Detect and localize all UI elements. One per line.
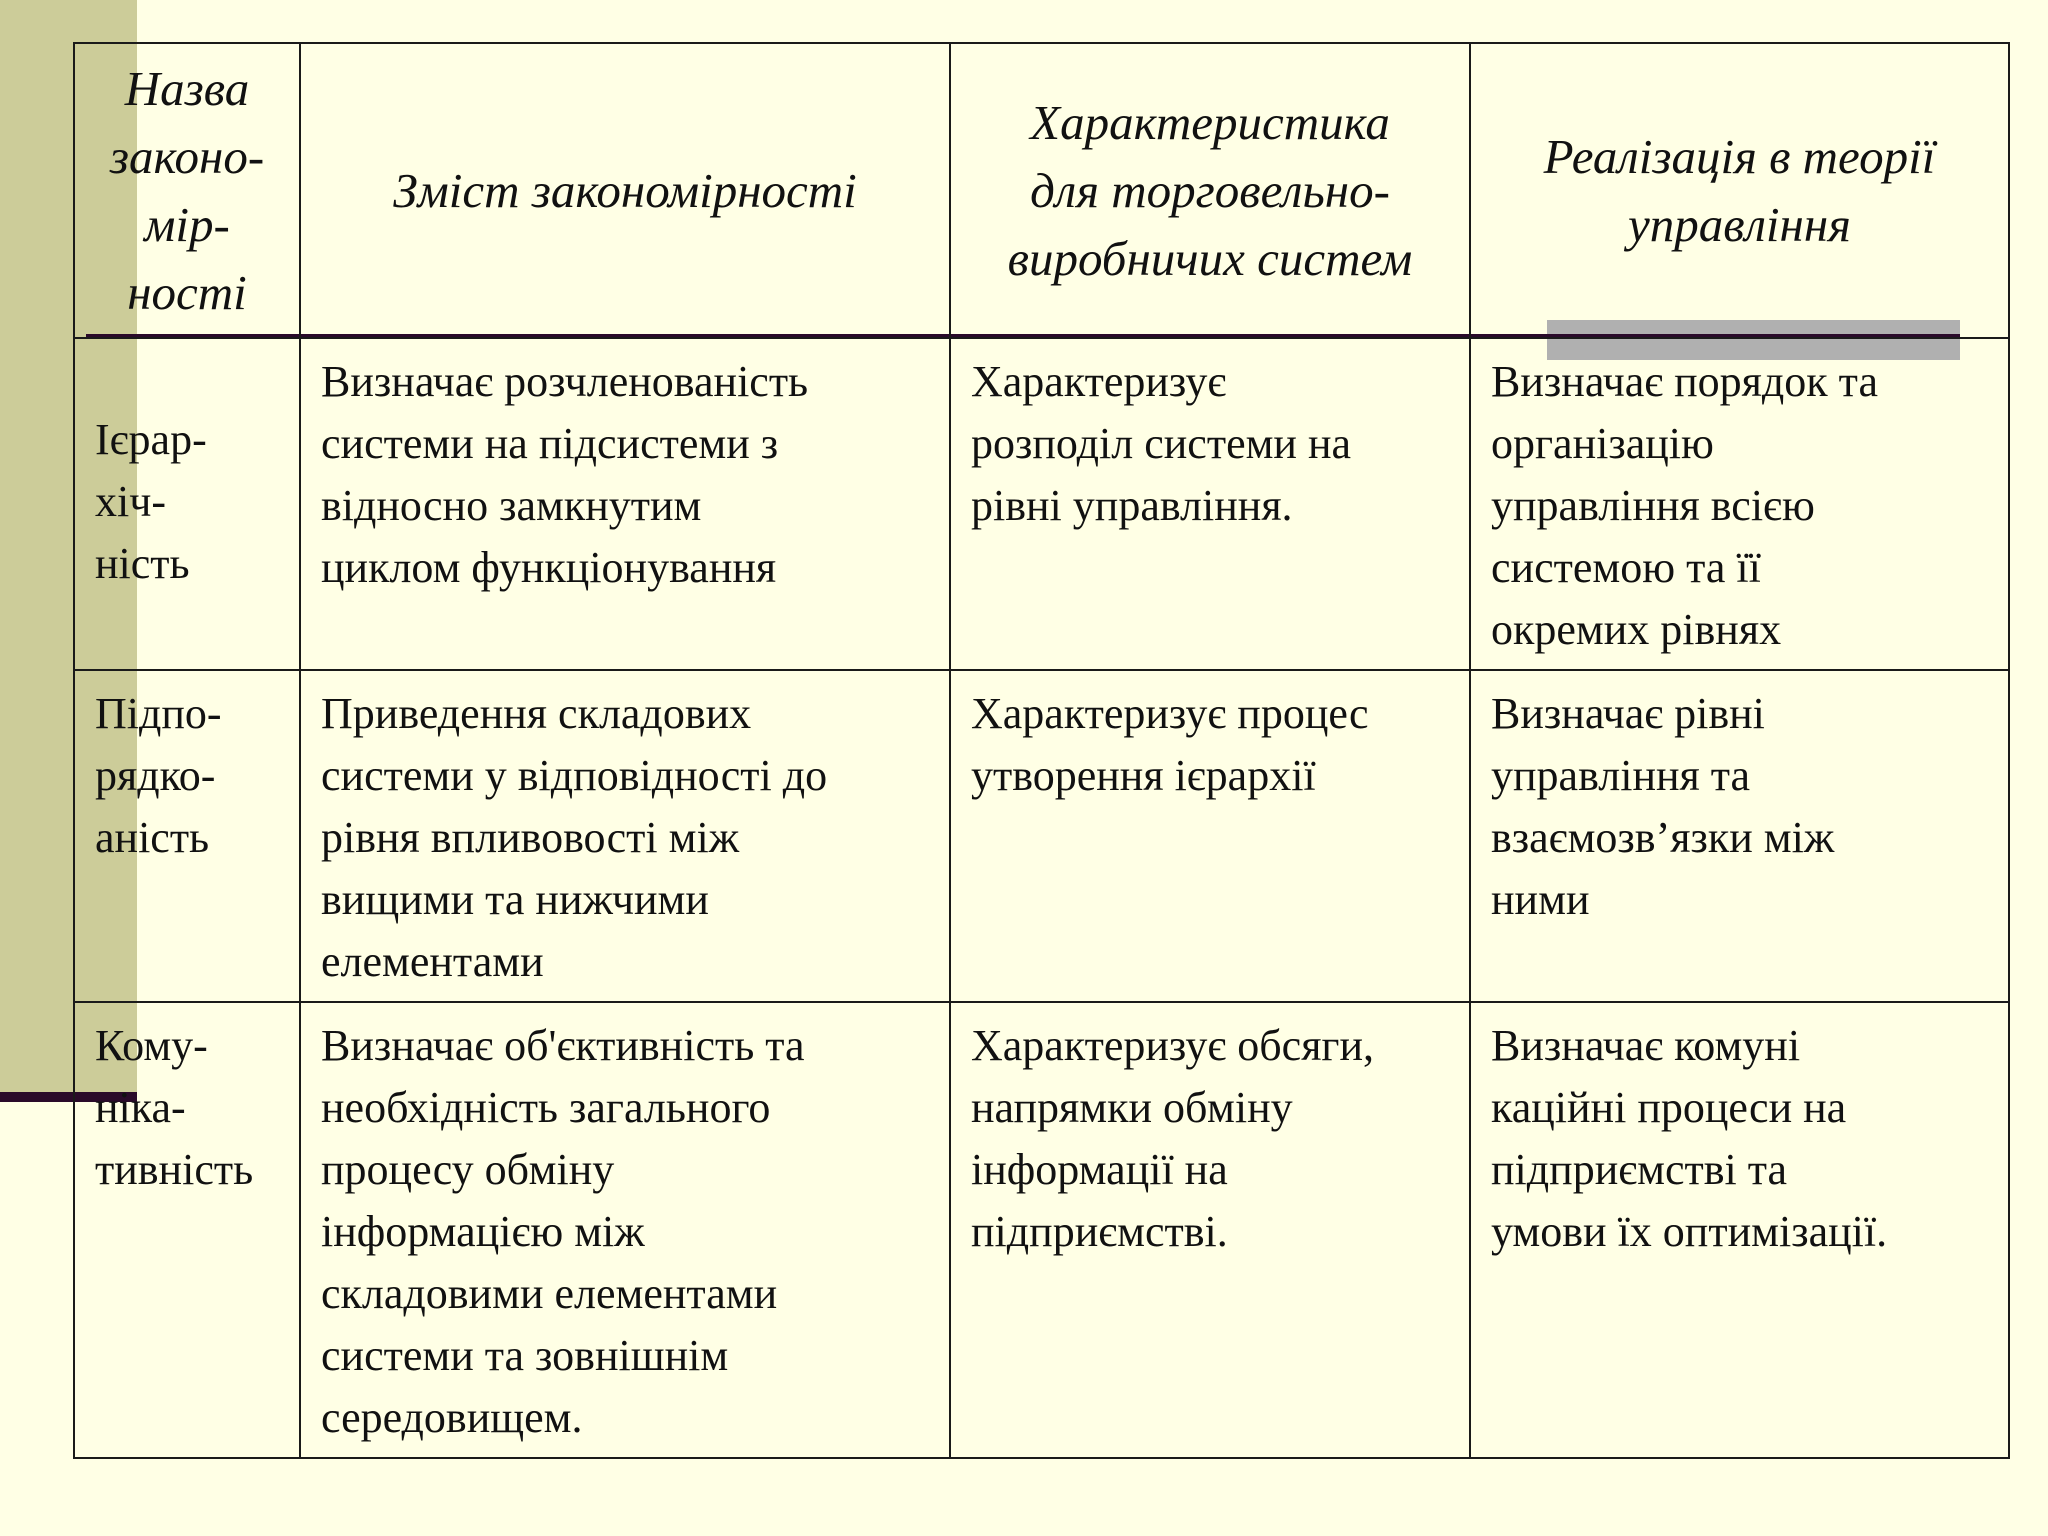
table-row [74,670,2009,1002]
table-row [74,1002,2009,1458]
header-realization: Реалізація в теорії управління [1470,43,2009,338]
cell-content: Визначає розчленованість системи на підсистеми з відносно замкнутим циклом функціонування [300,338,950,670]
cell-realization: Визначає порядок та організацію управління всією системою та її окремих рівнях [1470,338,2009,670]
cell-realization: Визначає рівні управління та взаємозв’язки між ними [1470,670,2009,1002]
table-row [74,338,2009,670]
cell-name: Ієрар- хіч- ність [74,338,300,670]
header-name: Назва законо- мір- ності [74,43,300,338]
table-header-row [74,43,2009,338]
cell-realization: Визначає комуні каційні процеси на підприємстві та умови їх оптимізації. [1470,1002,2009,1458]
header-characteristic: Характеристика для торговельно- виробничих систем [950,43,1470,338]
cell-name: Кому- ніка- тивність [74,1002,300,1458]
cell-content: Приведення складових системи у відповідності до рівня впливовості між вищими та нижчими елементами [300,670,950,1002]
cell-characteristic: Характеризує процес утворення ієрархії [950,670,1470,1002]
cell-characteristic: Характеризує розподіл системи на рівні управління. [950,338,1470,670]
header-content: Зміст закономірності [300,43,950,338]
cell-characteristic: Характеризує обсяги, напрямки обміну інформації на підприємстві. [950,1002,1470,1458]
regularities-table [73,42,2010,1459]
cell-content: Визначає об'єктивність та необхідність загального процесу обміну інформацією між складовими елементами системи та зовнішнім середовищем. [300,1002,950,1458]
cell-name: Підпо- рядко- аність [74,670,300,1002]
